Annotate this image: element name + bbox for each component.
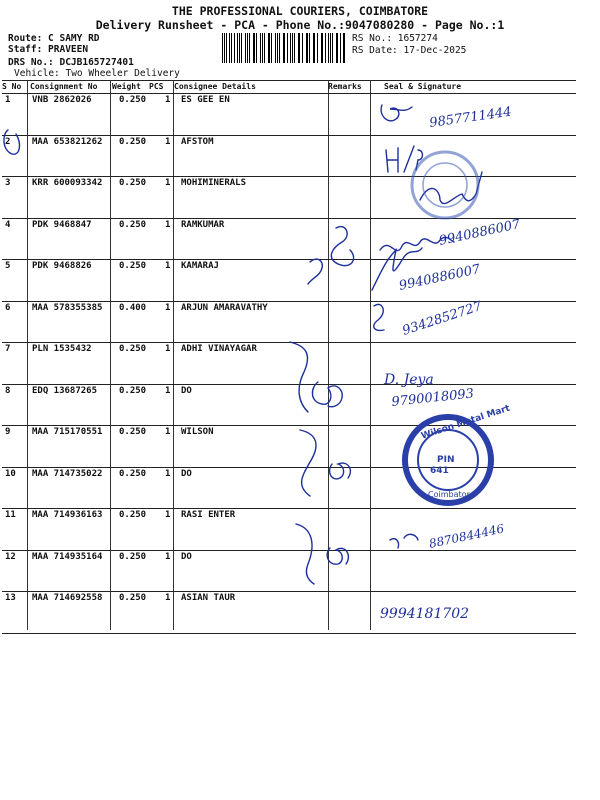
rs-date: RS Date: 17-Dec-2025 — [352, 45, 467, 56]
cell-consignee: ADHI VINAYAGAR — [181, 344, 257, 354]
cell-consignment-no: MAA 714692558 — [32, 593, 103, 603]
cell-sno: 1 — [5, 95, 11, 105]
cell-consignment-no: MAA 578355385 — [32, 302, 103, 313]
cell-consignment-no: KRR 600093342 — [32, 178, 103, 188]
cell-consignee: ARJUN AMARAVATHY — [181, 302, 268, 313]
cell-weight: 0.250 — [119, 136, 147, 147]
runsheet-subtitle: Delivery Runsheet - PCA - Phone No.:9047080280 - Page No.:1 — [95, 18, 505, 32]
runsheet-title: THE PROFESSIONAL COURIERS, COIMBATORE — [171, 4, 429, 18]
cell-pcs: 1 — [165, 178, 171, 188]
cell-consignment-no: PDK 9468847 — [32, 219, 92, 230]
cell-consignee: WILSON — [181, 427, 214, 437]
header-consignee: Consignee Details — [174, 82, 256, 91]
cell-weight: 0.250 — [119, 219, 147, 230]
name-row8: D. Jeya — [384, 372, 434, 388]
row2-circle-mark — [4, 130, 20, 154]
phone-row13: 9994181702 — [380, 606, 470, 622]
cell-weight: 0.400 — [119, 302, 147, 313]
cell-weight: 0.250 — [119, 261, 147, 271]
cell-sno: 6 — [5, 302, 11, 313]
phone-row4: 9940886007 — [437, 217, 522, 249]
cell-pcs: 1 — [165, 385, 171, 396]
cell-weight: 0.250 — [119, 551, 147, 562]
route-label: Route: C SAMY RD — [8, 33, 100, 44]
cell-consignment-no: MAA 714735022 — [32, 468, 103, 479]
cell-consignee: KAMARAJ — [181, 261, 219, 271]
cell-consignment-no: PLN 1535432 — [32, 344, 92, 354]
cell-consignee: AFSTOM — [181, 136, 214, 147]
vehicle-label: Vehicle: Two Wheeler Delivery — [14, 68, 180, 79]
cell-sno: 9 — [5, 427, 11, 437]
initial-row4 — [331, 227, 353, 266]
phone-row11: 8870844446 — [427, 521, 506, 551]
phone-row6: 9342852727 — [400, 298, 484, 339]
cell-pcs: 1 — [165, 95, 171, 105]
cell-consignee: MOHIMINERALS — [181, 178, 247, 188]
header-weight: Weight — [112, 82, 141, 91]
header-pcs: PCS — [149, 82, 164, 91]
phone-row1: 9857711444 — [428, 104, 513, 131]
cell-consignee: RASI ENTER — [181, 510, 236, 520]
cell-pcs: 1 — [165, 551, 171, 562]
blue-seal — [412, 152, 478, 218]
staff-label: Staff: PRAVEEN — [8, 44, 89, 55]
rs-number: RS No.: 1657274 — [352, 33, 438, 44]
initial-row5 — [308, 259, 322, 284]
svg-text:Wilson Metal Mart: Wilson Metal Mart — [420, 403, 512, 442]
phone-row5: 9940886007 — [397, 262, 482, 294]
cell-pcs: 1 — [165, 510, 171, 520]
cell-sno: 13 — [5, 593, 16, 603]
cell-sno: 10 — [5, 468, 16, 479]
header-seal: Seal & Signature — [384, 82, 462, 91]
cell-pcs: 1 — [165, 136, 171, 147]
cell-pcs: 1 — [165, 219, 171, 230]
bracket-rows10-11 — [300, 430, 316, 496]
cell-sno: 4 — [5, 219, 11, 230]
cell-pcs: 1 — [165, 593, 171, 603]
cell-consignment-no: MAA 653821262 — [32, 136, 103, 147]
cell-consignee: DO — [181, 468, 192, 479]
cell-weight: 0.250 — [119, 593, 147, 603]
drs-label: DRS No.: DCJB165727401 — [8, 57, 134, 68]
signature-loop-row12 — [327, 548, 348, 564]
cell-consignee: RAMKUMAR — [181, 219, 225, 230]
cell-weight: 0.250 — [119, 510, 147, 520]
header-remarks: Remarks — [328, 82, 362, 91]
cell-consignee: ES GEE EN — [181, 95, 230, 105]
cell-pcs: 1 — [165, 344, 171, 354]
svg-text:PIN: PIN — [437, 455, 455, 465]
signature-row3 — [420, 172, 482, 204]
cell-consignment-no: MAA 715170551 — [32, 427, 103, 437]
cell-consignment-no: MAA 714936163 — [32, 510, 103, 520]
signature-row1 — [381, 105, 412, 121]
signature-row11 — [390, 534, 418, 548]
cell-consignee: DO — [181, 385, 192, 396]
cell-consignment-no: PDK 9468826 — [32, 261, 92, 271]
cell-consignee: ASIAN TAUR — [181, 593, 236, 603]
cell-sno: 2 — [5, 136, 11, 147]
cell-sno: 3 — [5, 178, 11, 188]
cell-sno: 12 — [5, 551, 16, 562]
cell-sno: 11 — [5, 510, 16, 520]
bracket-rows7-9 — [290, 342, 308, 412]
bracket-rows12 — [296, 524, 314, 584]
signature-loop-row8 — [312, 382, 342, 407]
cell-pcs: 1 — [165, 261, 171, 271]
cell-consignment-no: VNB 2862026 — [32, 95, 92, 105]
cell-consignee: DO — [181, 551, 192, 562]
initial-row6 — [374, 304, 384, 330]
cell-weight: 0.250 — [119, 385, 147, 396]
svg-text:641: 641 — [430, 466, 449, 476]
svg-text:Coimbatore: Coimbatore — [428, 490, 475, 499]
cell-pcs: 1 — [165, 302, 171, 313]
phone-row8: 9790018093 — [390, 386, 475, 410]
cell-weight: 0.250 — [119, 427, 147, 437]
cell-consignment-no: EDQ 13687265 — [32, 385, 98, 396]
cell-consignment-no: MAA 714935164 — [32, 551, 103, 562]
cell-weight: 0.250 — [119, 95, 147, 105]
cell-sno: 8 — [5, 385, 11, 396]
cell-weight: 0.250 — [119, 178, 147, 188]
signature-loop-row10 — [330, 463, 351, 479]
header-consignment: Consignment No — [30, 82, 98, 91]
wilson-stamp — [405, 403, 512, 503]
header-sno: S No — [2, 82, 22, 91]
cell-pcs: 1 — [165, 468, 171, 479]
cell-pcs: 1 — [165, 427, 171, 437]
cell-sno: 5 — [5, 261, 11, 271]
cell-sno: 7 — [5, 344, 11, 354]
cell-weight: 0.250 — [119, 344, 147, 354]
cell-weight: 0.250 — [119, 468, 147, 479]
